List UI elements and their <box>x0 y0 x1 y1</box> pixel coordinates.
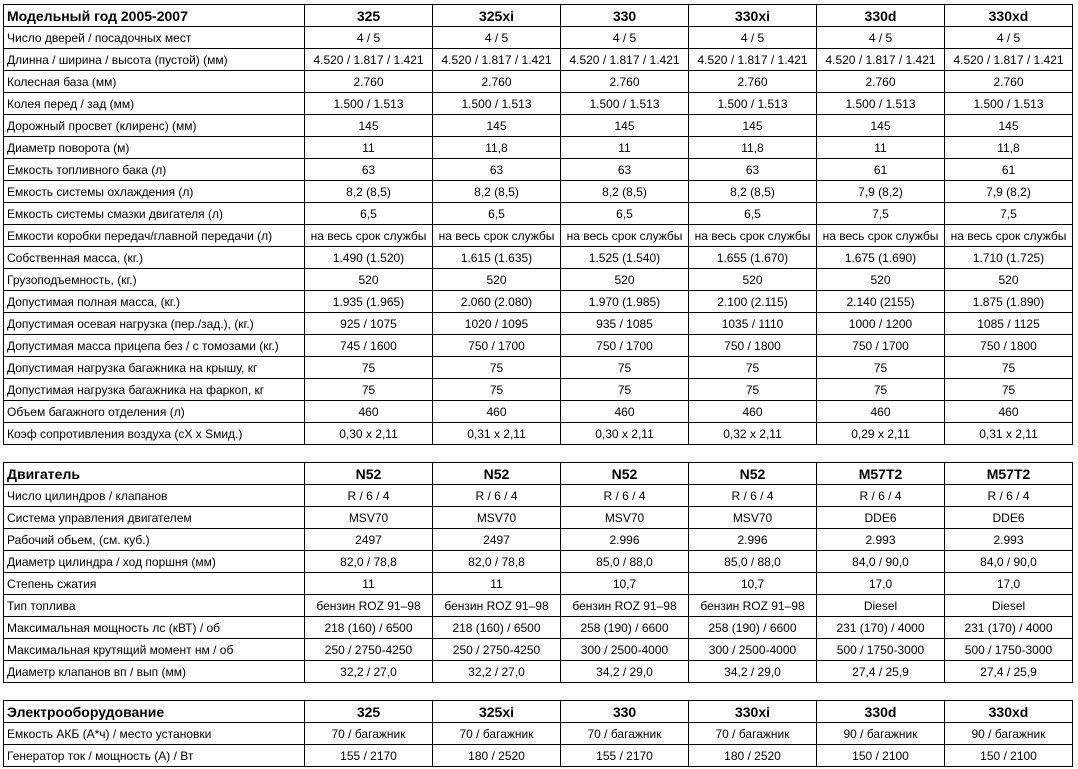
table-cell: 82,0 / 78,8 <box>433 551 561 573</box>
table-cell: 11 <box>433 573 561 595</box>
table-cell: 520 <box>945 269 1073 291</box>
table-cell: 6,5 <box>561 203 689 225</box>
table-row <box>4 181 1073 203</box>
section-title: Электрооборудование <box>4 701 305 723</box>
table-cell: 75 <box>305 357 433 379</box>
row-label: Емкость АКБ (А*ч) / место установки <box>4 723 305 745</box>
column-header: 330 <box>561 5 689 27</box>
table-cell: 1.500 / 1.513 <box>817 93 945 115</box>
table-cell: 750 / 1800 <box>689 335 817 357</box>
section-header-row <box>4 701 1073 723</box>
table-cell: 2.760 <box>561 71 689 93</box>
table-cell: 61 <box>817 159 945 181</box>
table-cell: 2.993 <box>945 529 1073 551</box>
table-cell: 745 / 1600 <box>305 335 433 357</box>
table-cell: 7,5 <box>817 203 945 225</box>
table-cell: 155 / 2170 <box>305 745 433 767</box>
table-cell: 70 / багажник <box>561 723 689 745</box>
table-cell: 1.875 (1.890) <box>945 291 1073 313</box>
table-cell: бензин ROZ 91–98 <box>433 595 561 617</box>
table-cell: 460 <box>689 401 817 423</box>
table-cell: 2.760 <box>689 71 817 93</box>
table-row <box>4 137 1073 159</box>
table-cell: 11 <box>817 137 945 159</box>
table-row <box>4 27 1073 49</box>
table-cell: 150 / 2100 <box>945 745 1073 767</box>
table-cell: 460 <box>305 401 433 423</box>
table-cell: 11 <box>305 573 433 595</box>
table-row <box>4 423 1073 445</box>
table-cell: 750 / 1800 <box>945 335 1073 357</box>
table-cell: 250 / 2750-4250 <box>433 639 561 661</box>
table-cell: 4 / 5 <box>305 27 433 49</box>
row-label: Емкость топливного бака (л) <box>4 159 305 181</box>
row-label: Число цилиндров / клапанов <box>4 485 305 507</box>
table-cell: 520 <box>433 269 561 291</box>
table-cell: 1.970 (1.985) <box>561 291 689 313</box>
table-cell: 520 <box>305 269 433 291</box>
general-specs-table <box>3 4 1073 445</box>
table-cell: 34,2 / 29,0 <box>561 661 689 683</box>
table-cell: на весь срок службы <box>945 225 1073 247</box>
table-cell: 460 <box>817 401 945 423</box>
table-cell: 4.520 / 1.817 / 1.421 <box>945 49 1073 71</box>
table-cell: 4.520 / 1.817 / 1.421 <box>817 49 945 71</box>
table-cell: MSV70 <box>305 507 433 529</box>
table-cell: 4.520 / 1.817 / 1.421 <box>305 49 433 71</box>
column-header: 325 <box>305 701 433 723</box>
table-cell: 11,8 <box>945 137 1073 159</box>
table-cell: 6,5 <box>305 203 433 225</box>
table-cell: 218 (160) / 6500 <box>305 617 433 639</box>
table-cell: 1.710 (1.725) <box>945 247 1073 269</box>
table-row <box>4 159 1073 181</box>
table-cell: 4 / 5 <box>945 27 1073 49</box>
table-cell: 750 / 1700 <box>817 335 945 357</box>
table-cell: 2.996 <box>689 529 817 551</box>
table-cell: 0,31 x 2,11 <box>945 423 1073 445</box>
table-cell: 75 <box>817 357 945 379</box>
table-row <box>4 507 1073 529</box>
row-label: Допустимая осевая нагрузка (пер./зад.), (кг.) <box>4 313 305 335</box>
table-cell: 231 (170) / 4000 <box>817 617 945 639</box>
table-row <box>4 723 1073 745</box>
row-label: Колея перед / зад (мм) <box>4 93 305 115</box>
table-cell: 1.655 (1.670) <box>689 247 817 269</box>
table-cell: 70 / багажник <box>689 723 817 745</box>
column-header: 330d <box>817 5 945 27</box>
table-cell: 2.760 <box>433 71 561 93</box>
row-label: Объем багажного отделения (л) <box>4 401 305 423</box>
table-row <box>4 313 1073 335</box>
row-label: Допустимая нагрузка багажника на крышу, кг <box>4 357 305 379</box>
table-row <box>4 357 1073 379</box>
row-label: Емкость системы охлаждения (л) <box>4 181 305 203</box>
table-row <box>4 247 1073 269</box>
column-header: 330xi <box>689 5 817 27</box>
table-cell: 145 <box>305 115 433 137</box>
table-cell: MSV70 <box>689 507 817 529</box>
table-cell: 2.760 <box>305 71 433 93</box>
table-cell: 17,0 <box>817 573 945 595</box>
table-cell: 150 / 2100 <box>817 745 945 767</box>
table-cell: 75 <box>817 379 945 401</box>
table-row <box>4 573 1073 595</box>
section-header-row <box>4 463 1073 485</box>
table-cell: 17,0 <box>945 573 1073 595</box>
table-cell: 1.615 (1.635) <box>433 247 561 269</box>
table-cell: 7,5 <box>945 203 1073 225</box>
table-cell: 300 / 2500-4000 <box>689 639 817 661</box>
table-cell: 1.935 (1.965) <box>305 291 433 313</box>
table-cell: 7,9 (8,2) <box>945 181 1073 203</box>
table-cell: 11 <box>561 137 689 159</box>
table-cell: 1000 / 1200 <box>817 313 945 335</box>
table-row <box>4 617 1073 639</box>
row-label: Колесная база (мм) <box>4 71 305 93</box>
engine-specs-table <box>3 462 1073 683</box>
row-label: Диаметр цилиндра / ход поршня (мм) <box>4 551 305 573</box>
table-cell: 1.525 (1.540) <box>561 247 689 269</box>
table-cell: 10,7 <box>561 573 689 595</box>
table-cell: 4.520 / 1.817 / 1.421 <box>433 49 561 71</box>
row-label: Коэф сопротивления воздуха (cX x Sмид.) <box>4 423 305 445</box>
section-header-row <box>4 5 1073 27</box>
column-header: N52 <box>305 463 433 485</box>
table-cell: бензин ROZ 91–98 <box>689 595 817 617</box>
table-cell: R / 6 / 4 <box>689 485 817 507</box>
column-header: 330d <box>817 701 945 723</box>
column-header: M57T2 <box>817 463 945 485</box>
table-cell: 4 / 5 <box>433 27 561 49</box>
table-cell: 1.490 (1.520) <box>305 247 433 269</box>
table-cell: 520 <box>817 269 945 291</box>
table-cell: 4 / 5 <box>561 27 689 49</box>
table-row <box>4 115 1073 137</box>
table-cell: 63 <box>433 159 561 181</box>
table-row <box>4 485 1073 507</box>
row-label: Генератор ток / мощность (А) / Вт <box>4 745 305 767</box>
column-header: N52 <box>561 463 689 485</box>
table-row <box>4 93 1073 115</box>
table-cell: 520 <box>561 269 689 291</box>
table-cell: 75 <box>945 379 1073 401</box>
table-cell: 8,2 (8,5) <box>689 181 817 203</box>
table-cell: 300 / 2500-4000 <box>561 639 689 661</box>
row-label: Собственная масса, (кг.) <box>4 247 305 269</box>
table-cell: 4 / 5 <box>689 27 817 49</box>
table-cell: 145 <box>945 115 1073 137</box>
table-cell: 75 <box>561 357 689 379</box>
table-cell: 84,0 / 90,0 <box>945 551 1073 573</box>
table-cell: 11,8 <box>433 137 561 159</box>
row-label: Диаметр клапанов вп / вып (мм) <box>4 661 305 683</box>
table-cell: 70 / багажник <box>305 723 433 745</box>
table-cell: 90 / багажник <box>817 723 945 745</box>
table-cell: бензин ROZ 91–98 <box>305 595 433 617</box>
table-row <box>4 639 1073 661</box>
table-cell: 7,9 (8,2) <box>817 181 945 203</box>
table-cell: 2.140 (2155) <box>817 291 945 313</box>
column-header: 325xi <box>433 701 561 723</box>
table-row <box>4 595 1073 617</box>
table-cell: 32,2 / 27,0 <box>433 661 561 683</box>
table-row <box>4 745 1073 767</box>
table-cell: 27,4 / 25,9 <box>817 661 945 683</box>
table-cell: 460 <box>945 401 1073 423</box>
table-cell: 2497 <box>305 529 433 551</box>
table-cell: 6,5 <box>433 203 561 225</box>
electrical-specs-table <box>3 700 1073 767</box>
row-label: Рабочий обьем, (см. куб.) <box>4 529 305 551</box>
table-row <box>4 335 1073 357</box>
table-cell: 2.993 <box>817 529 945 551</box>
table-cell: 258 (190) / 6600 <box>561 617 689 639</box>
column-header: M57T2 <box>945 463 1073 485</box>
row-label: Тип топлива <box>4 595 305 617</box>
table-cell: 2497 <box>433 529 561 551</box>
table-cell: 520 <box>689 269 817 291</box>
table-cell: 2.060 (2.080) <box>433 291 561 313</box>
table-cell: R / 6 / 4 <box>817 485 945 507</box>
column-header: 330 <box>561 701 689 723</box>
table-cell: 460 <box>561 401 689 423</box>
table-cell: 155 / 2170 <box>561 745 689 767</box>
column-header: 325 <box>305 5 433 27</box>
table-cell: 1.675 (1.690) <box>817 247 945 269</box>
table-row <box>4 551 1073 573</box>
table-row <box>4 379 1073 401</box>
table-cell: 4.520 / 1.817 / 1.421 <box>689 49 817 71</box>
table-cell: 32,2 / 27,0 <box>305 661 433 683</box>
table-cell: 70 / багажник <box>433 723 561 745</box>
table-cell: 231 (170) / 4000 <box>945 617 1073 639</box>
row-label: Допустимая нагрузка багажника на фаркоп, кг <box>4 379 305 401</box>
table-cell: 85,0 / 88,0 <box>689 551 817 573</box>
table-cell: MSV70 <box>433 507 561 529</box>
table-cell: 8,2 (8,5) <box>305 181 433 203</box>
table-cell: 82,0 / 78,8 <box>305 551 433 573</box>
table-cell: 75 <box>689 379 817 401</box>
table-cell: 8,2 (8,5) <box>561 181 689 203</box>
table-cell: 0,32 x 2,11 <box>689 423 817 445</box>
row-label: Диаметр поворота (м) <box>4 137 305 159</box>
table-cell: 85,0 / 88,0 <box>561 551 689 573</box>
column-header: N52 <box>689 463 817 485</box>
column-header: 330xi <box>689 701 817 723</box>
table-cell: 1.500 / 1.513 <box>561 93 689 115</box>
row-label: Число дверей / посадочных мест <box>4 27 305 49</box>
table-cell: 27,4 / 25,9 <box>945 661 1073 683</box>
row-label: Емкости коробки передач/главной передачи (л) <box>4 225 305 247</box>
table-cell: 75 <box>561 379 689 401</box>
table-cell: 90 / багажник <box>945 723 1073 745</box>
table-cell: MSV70 <box>561 507 689 529</box>
table-cell: 500 / 1750-3000 <box>945 639 1073 661</box>
table-cell: на весь срок службы <box>561 225 689 247</box>
table-cell: 1.500 / 1.513 <box>433 93 561 115</box>
table-cell: R / 6 / 4 <box>433 485 561 507</box>
row-label: Максимальная крутящий момент нм / об <box>4 639 305 661</box>
table-cell: 145 <box>817 115 945 137</box>
table-cell: 500 / 1750-3000 <box>817 639 945 661</box>
column-header: 330xd <box>945 5 1073 27</box>
table-cell: 2.760 <box>817 71 945 93</box>
table-cell: 4 / 5 <box>817 27 945 49</box>
table-cell: DDE6 <box>945 507 1073 529</box>
table-row <box>4 661 1073 683</box>
table-cell: на весь срок службы <box>817 225 945 247</box>
table-cell: 75 <box>689 357 817 379</box>
table-row <box>4 225 1073 247</box>
table-cell: 61 <box>945 159 1073 181</box>
column-header: 330xd <box>945 701 1073 723</box>
table-cell: 0,29 x 2,11 <box>817 423 945 445</box>
row-label: Длинна / ширина / высота (пустой) (мм) <box>4 49 305 71</box>
table-cell: 8,2 (8,5) <box>433 181 561 203</box>
section-title: Модельный год 2005-2007 <box>4 5 305 27</box>
table-cell: на весь срок службы <box>305 225 433 247</box>
table-cell: 145 <box>561 115 689 137</box>
table-cell: 145 <box>689 115 817 137</box>
row-label: Система управления двигателем <box>4 507 305 529</box>
table-cell: DDE6 <box>817 507 945 529</box>
table-cell: 34,2 / 29,0 <box>689 661 817 683</box>
table-cell: 180 / 2520 <box>689 745 817 767</box>
table-cell: 11 <box>305 137 433 159</box>
table-cell: 1.500 / 1.513 <box>305 93 433 115</box>
table-row <box>4 269 1073 291</box>
table-cell: 63 <box>561 159 689 181</box>
table-cell: 1.500 / 1.513 <box>689 93 817 115</box>
column-header: 325xi <box>433 5 561 27</box>
table-cell: 6,5 <box>689 203 817 225</box>
row-label: Дорожный просвет (клиренс) (мм) <box>4 115 305 137</box>
table-cell: 1035 / 1110 <box>689 313 817 335</box>
column-header: N52 <box>433 463 561 485</box>
table-cell: 460 <box>433 401 561 423</box>
table-cell: 75 <box>945 357 1073 379</box>
table-cell: 2.996 <box>561 529 689 551</box>
row-label: Емкость системы смазки двигателя (л) <box>4 203 305 225</box>
table-cell: R / 6 / 4 <box>945 485 1073 507</box>
table-cell: Diesel <box>817 595 945 617</box>
table-cell: 2.760 <box>945 71 1073 93</box>
table-cell: 75 <box>305 379 433 401</box>
table-cell: бензин ROZ 91–98 <box>561 595 689 617</box>
table-cell: 11,8 <box>689 137 817 159</box>
table-cell: 218 (160) / 6500 <box>433 617 561 639</box>
table-cell: 1.500 / 1.513 <box>945 93 1073 115</box>
table-cell: 180 / 2520 <box>433 745 561 767</box>
table-cell: Diesel <box>945 595 1073 617</box>
table-row <box>4 291 1073 313</box>
table-cell: 4.520 / 1.817 / 1.421 <box>561 49 689 71</box>
table-cell: 75 <box>433 379 561 401</box>
table-cell: 2.100 (2.115) <box>689 291 817 313</box>
row-label: Допустимая полная масса, (кг.) <box>4 291 305 313</box>
table-cell: 750 / 1700 <box>433 335 561 357</box>
table-cell: R / 6 / 4 <box>305 485 433 507</box>
table-row <box>4 71 1073 93</box>
row-label: Максимальная мощность лс (кВТ) / об <box>4 617 305 639</box>
table-cell: на весь срок службы <box>689 225 817 247</box>
table-cell: 0,30 x 2,11 <box>305 423 433 445</box>
table-cell: 750 / 1700 <box>561 335 689 357</box>
table-row <box>4 401 1073 423</box>
table-cell: 250 / 2750-4250 <box>305 639 433 661</box>
table-row <box>4 49 1073 71</box>
table-cell: 935 / 1085 <box>561 313 689 335</box>
row-label: Допустимая масса прицепа без / с томозами (кг.) <box>4 335 305 357</box>
table-cell: 258 (190) / 6600 <box>689 617 817 639</box>
row-label: Степень сжатия <box>4 573 305 595</box>
table-cell: 145 <box>433 115 561 137</box>
table-cell: на весь срок службы <box>433 225 561 247</box>
table-cell: 0,31 x 2,11 <box>433 423 561 445</box>
table-cell: 63 <box>689 159 817 181</box>
table-row <box>4 203 1073 225</box>
table-cell: 1020 / 1095 <box>433 313 561 335</box>
table-cell: 0,30 x 2,11 <box>561 423 689 445</box>
table-cell: 10,7 <box>689 573 817 595</box>
table-cell: R / 6 / 4 <box>561 485 689 507</box>
section-title: Двигатель <box>4 463 305 485</box>
table-cell: 75 <box>433 357 561 379</box>
table-cell: 63 <box>305 159 433 181</box>
table-cell: 925 / 1075 <box>305 313 433 335</box>
table-row <box>4 529 1073 551</box>
table-cell: 84,0 / 90,0 <box>817 551 945 573</box>
row-label: Грузоподъемность, (кг.) <box>4 269 305 291</box>
table-cell: 1085 / 1125 <box>945 313 1073 335</box>
